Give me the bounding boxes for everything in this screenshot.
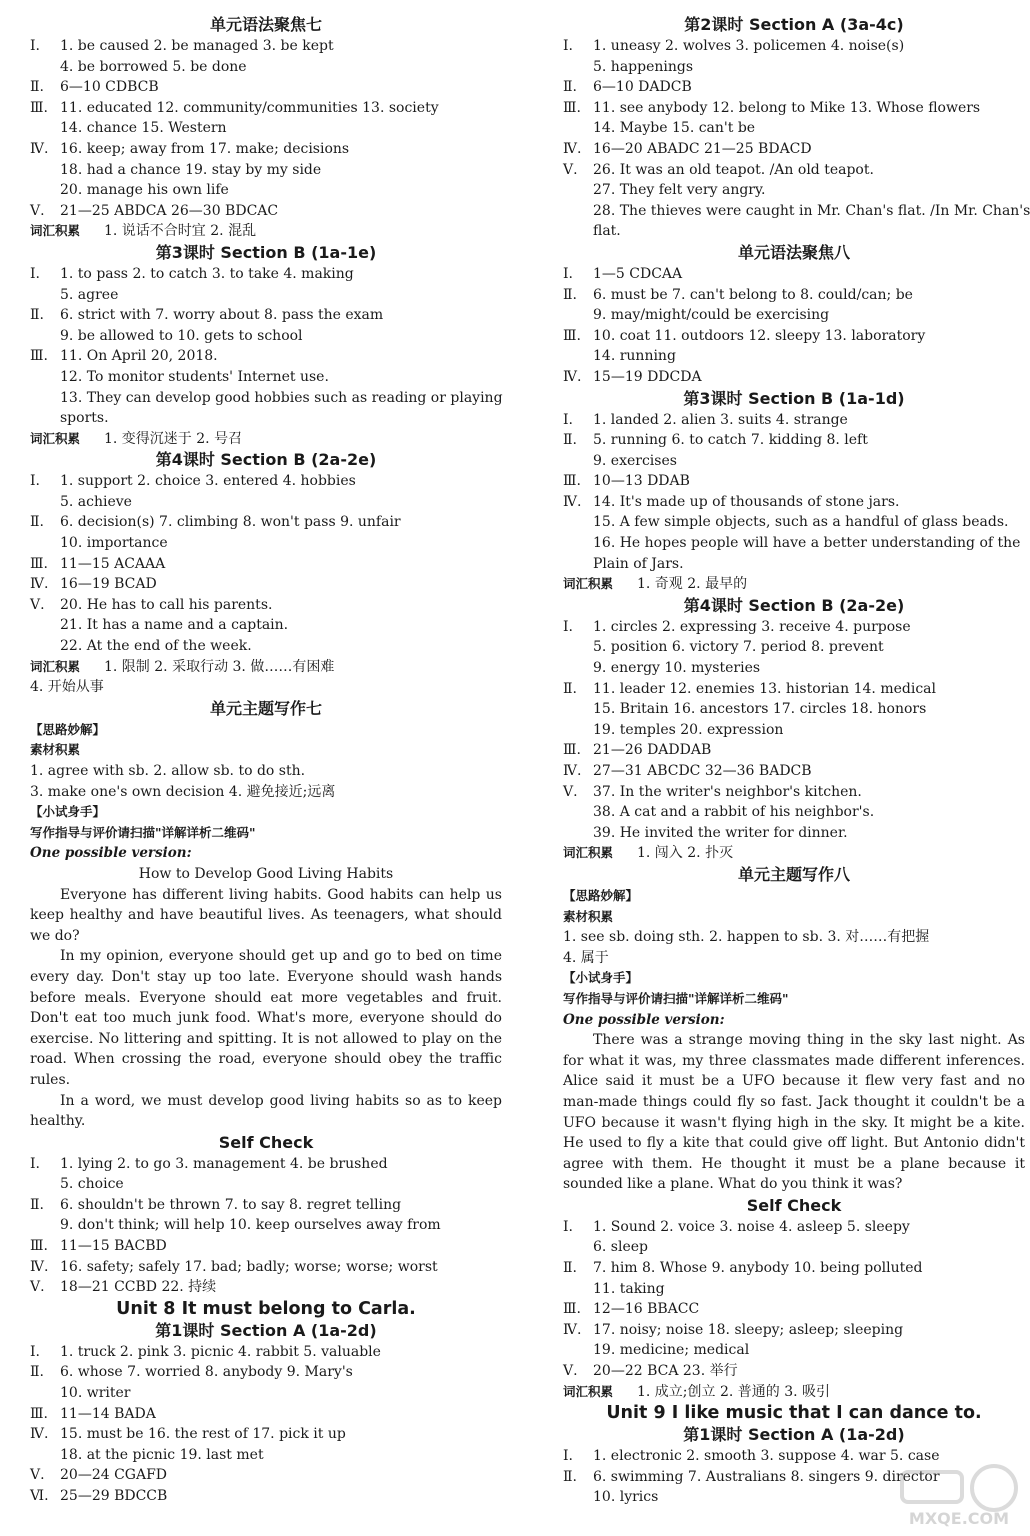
roman-numeral-label: Ⅱ. [563,1468,577,1485]
answer-text: 12—16 BBACC [593,1301,700,1318]
roman-numeral-label: Ⅴ. [30,202,45,219]
answer-text: 10—13 DDAB [593,473,690,490]
roman-numeral-label: Ⅰ. [30,38,40,54]
answer-text: 5. happenings [593,58,694,75]
answer-line [563,1340,1025,1361]
answer-text: 14. Maybe 15. can't be [593,120,756,137]
answer-line [30,201,502,222]
answer-text: 11. see anybody 12. belong to Mike 13. Whose flowers [593,99,981,116]
answer-text: 6. sleep [593,1239,649,1256]
answer-line [563,430,1025,451]
answer-line [563,1299,1025,1320]
roman-numeral-label: Ⅳ. [563,368,582,385]
roman-numeral-label: Ⅳ. [30,1258,49,1275]
answer-line [563,637,1025,658]
roman-numeral-label: Ⅴ. [30,1279,45,1296]
answer-line [563,367,1025,388]
bold-label: 写作指导与评价请扫描"详解详析二维码" [30,824,256,840]
answer-line [30,471,502,492]
roman-numeral-label: Ⅴ. [563,161,578,178]
roman-numeral-label: Ⅱ. [563,79,577,96]
bold-label: 【小试身手】 [563,970,639,986]
answer-line [30,1362,502,1383]
roman-numeral-label: Ⅳ. [30,576,49,593]
section-heading: 单元语法聚焦八 [737,242,850,262]
answer-line [563,201,1030,222]
bold-label: 【思路妙解】 [563,887,639,903]
answer-line [563,221,1025,242]
section-heading: Self Check [746,1195,842,1215]
answer-line [563,1320,1025,1341]
unit-title: Unit 8 It must belong to Carla. [116,1298,416,1319]
answer-text: 18. at the picnic 19. last met [60,1446,264,1463]
vocab-text: 1. 说话不合时宜 2. 混乱 [104,223,257,240]
roman-numeral-label: Ⅲ. [30,1238,48,1255]
roman-numeral-label: Ⅰ. [30,265,40,282]
answer-text: 21—26 DADDAB [593,742,712,759]
answer-line [30,1424,502,1445]
answer-text: 15. A few simple objects, such as a handful of glass beads. [593,514,1009,531]
answer-text: 9. exercises [593,452,677,469]
version-label: One possible version: [563,1011,725,1028]
vocab-line [30,429,502,450]
roman-numeral-label: Ⅰ. [30,473,40,490]
answer-line [563,617,1025,638]
answer-line [30,326,502,347]
text-line: 4. 属于 [563,949,609,966]
bold-label: 素材积累 [563,908,614,924]
answer-text: sports. [60,410,109,427]
answer-line [30,57,502,78]
answer-line [30,305,502,326]
roman-numeral-label: Ⅱ. [30,1364,44,1381]
roman-numeral-label: Ⅰ. [563,1218,573,1235]
roman-numeral-label: Ⅴ. [563,1363,578,1380]
answer-text: 1. lying 2. to go 3. management 4. be brushed [60,1155,388,1172]
section-heading: 第3课时 Section B (1a-1d) [683,388,905,408]
answer-text: 1. support 2. choice 3. entered 4. hobbies [60,473,356,490]
unit-title: Unit 9 I like music that I can dance to. [606,1403,982,1424]
text-line: 1. agree with sb. 2. allow sb. to do sth. [30,763,306,779]
vocab-line [30,221,502,242]
text-line: 4. 开始从事 [30,679,104,696]
answer-text: 20—24 CGAFD [60,1467,168,1484]
roman-numeral-label: Ⅳ. [563,493,582,510]
answer-text: flat. [593,223,621,240]
answer-line [563,160,1025,181]
answer-text: 27. They felt very angry. [593,182,766,199]
answer-line [30,36,502,57]
vocab-label: 词汇积累 [30,430,81,446]
answer-text: 11—15 BACBD [60,1238,167,1255]
answer-text: 5. running 6. to catch 7. kidding 8. left [593,432,868,449]
roman-numeral-label: Ⅲ. [563,473,581,490]
answer-line [563,1217,1025,1238]
answer-text: 6. whose 7. worried 8. anybody 9. Mary's [60,1364,353,1381]
answer-line [30,1236,502,1257]
answer-line [563,410,1025,431]
answer-line [563,1237,1025,1258]
answer-text: 7. him 8. Whose 9. anybody 10. being polluted [593,1260,923,1277]
answer-line [30,1257,502,1278]
roman-numeral-label: Ⅰ. [30,1343,40,1360]
vocab-line [30,657,502,678]
essay-title: How to Develop Good Living Habits [138,865,394,882]
answer-line [30,1465,502,1486]
section-heading: 第2课时 Section A (3a-4c) [684,15,904,34]
answer-line [30,1404,502,1425]
answer-text: Plain of Jars. [593,555,684,572]
answer-line [563,679,1025,700]
answer-line [30,615,502,636]
answer-line [30,285,502,306]
answer-line [30,492,502,513]
answer-text: 9. energy 10. mysteries [593,660,761,677]
text-line: 1. see sb. doing sth. 2. happen to sb. 3. 对……有把握 [563,929,930,946]
answer-line [30,1383,502,1404]
roman-numeral-label: Ⅴ. [30,596,45,613]
answer-line [30,1195,502,1216]
answer-line [563,699,1025,720]
bold-label: 【思路妙解】 [30,721,106,737]
answer-line [30,554,502,575]
answer-text: 15. must be 16. the rest of 17. pick it up [60,1426,346,1443]
watermark-logo [894,1460,1024,1530]
answer-text: 5. choice [60,1176,124,1193]
vocab-text: 1. 变得沉迷于 2. 号召 [104,430,243,447]
roman-numeral-label: Ⅱ. [563,432,577,449]
roman-numeral-label: Ⅴ. [30,1467,45,1484]
answer-text: 9. don't think; will help 10. keep ourselves away from [60,1217,441,1234]
answer-text: 10. importance [60,535,168,552]
answer-line [30,388,502,409]
roman-numeral-label: Ⅲ. [563,1301,581,1318]
answer-text: 14. chance 15. Western [60,120,227,137]
answer-line [30,180,502,201]
answer-text: 11—15 ACAAA [60,555,166,572]
answer-line [30,1174,502,1195]
section-heading: 单元主题写作八 [737,864,850,884]
answer-line [30,1277,502,1298]
section-heading: 第4课时 Section B (2a-2e) [683,595,905,615]
answer-line [563,77,1025,98]
answer-text: 15—19 DDCDA [593,368,702,385]
vocab-label: 词汇积累 [30,223,81,239]
answer-text: 1. truck 2. pink 3. picnic 4. rabbit 5. valuable [60,1343,381,1360]
answer-text: 18—21 CCBD 22. 持续 [60,1279,217,1296]
answer-text: 1. to pass 2. to catch 3. to take 4. making [60,265,354,282]
answer-line [563,98,1025,119]
roman-numeral-label: Ⅳ. [563,1321,582,1338]
vocab-line [563,1382,1025,1403]
roman-numeral-label: Ⅲ. [30,555,48,572]
answer-line [30,118,502,139]
answer-line [563,118,1025,139]
answer-text: 6. must be 7. can't belong to 8. could/can; be [593,286,913,303]
answer-line [30,1445,502,1466]
answer-line [563,451,1025,472]
answer-text: 14. running [593,348,676,365]
version-label: One possible version: [30,845,192,862]
answer-text: 6. decision(s) 7. climbing 8. won't pass 9. unfair [60,514,401,531]
answer-text: 19. medicine; medical [593,1342,750,1359]
answer-text: 6. shouldn't be thrown 7. to say 8. regret telling [60,1196,402,1213]
answer-line [563,492,1025,513]
answer-text: 13. They can develop good hobbies such as reading or playing [60,389,503,406]
answer-line [30,346,502,367]
answer-text: 18. had a chance 19. stay by my side [60,161,322,178]
vocab-text: 1. 奇观 2. 最早的 [637,576,748,593]
answer-line [30,139,502,160]
vocab-label: 词汇积累 [563,845,614,861]
vocab-label: 词汇积累 [30,658,81,674]
section-heading: 第4课时 Section B (2a-2e) [155,450,377,470]
section-heading: 第1课时 Section A (1a-2d) [155,1320,377,1340]
text-line: 3. make one's own decision 4. 避免接近;远离 [30,783,336,800]
answer-text: 6. strict with 7. worry about 8. pass the exam [60,307,384,324]
roman-numeral-label: Ⅱ. [30,514,44,531]
answer-line [30,160,502,181]
answer-text: 10. coat 11. outdoors 12. sleepy 13. laboratory [593,327,926,344]
answer-text: 10. writer [60,1385,131,1402]
roman-numeral-label: Ⅱ. [563,1260,577,1277]
answer-line [30,1154,502,1175]
roman-numeral-label: Ⅳ. [30,1426,49,1443]
answer-text: 15. Britain 16. ancestors 17. circles 18. honors [593,701,927,718]
answer-line [563,285,1025,306]
answer-text: 22. At the end of the week. [60,638,252,655]
answer-line [563,36,1025,57]
answer-line [30,408,502,429]
answer-text: 1—5 CDCAA [593,265,683,282]
answer-text: 26. It was an old teapot. /An old teapot. [593,161,874,178]
vocab-text: 1. 限制 2. 采取行动 3. 做……有困难 [104,658,335,675]
answer-line [563,740,1025,761]
answer-line [563,761,1025,782]
answer-text: 11—14 BADA [60,1405,156,1422]
bold-label: 素材积累 [30,742,81,758]
answer-line [30,1215,502,1236]
answer-text: 9. may/might/could be exercising [593,307,830,324]
answer-text: 1. Sound 2. voice 3. noise 4. asleep 5. sleepy [593,1218,910,1235]
answer-line [563,346,1025,367]
answer-line [563,57,1025,78]
roman-numeral-label: Ⅱ. [30,307,44,324]
answer-text: 6—10 CDBCB [60,79,159,96]
roman-numeral-label: Ⅰ. [30,1155,40,1172]
roman-numeral-label: Ⅵ. [30,1488,49,1504]
answer-text: 1. be caused 2. be managed 3. be kept [60,38,334,54]
vocab-line [563,574,1025,595]
answer-line [563,782,1025,803]
answer-line [30,595,502,616]
answer-text: 17. noisy; noise 18. sleepy; asleep; sleeping [593,1321,904,1338]
answer-line [563,326,1025,347]
answer-line [30,533,502,554]
essay-paragraph: In a word, we must develop good living habits so as to keep healthy. [30,1092,502,1130]
answer-text: 20. manage his own life [60,182,229,199]
vocab-text: 1. 闯入 2. 扑灭 [637,845,734,862]
bold-label: 写作指导与评价请扫描"详解详析二维码" [563,990,789,1006]
section-heading: 第1课时 Section A (1a-2d) [683,1425,905,1445]
answer-text: 1. landed 2. alien 3. suits 4. strange [593,411,848,428]
roman-numeral-label: Ⅱ. [563,680,577,697]
answer-text: 37. In the writer's neighbor's kitchen. [593,783,862,800]
answer-line [563,1258,1025,1279]
roman-numeral-label: Ⅰ. [563,265,573,282]
answer-text: 14. It's made up of thousands of stone jars. [593,493,900,510]
answer-text: 38. A cat and a rabbit of his neighbor's. [593,804,875,821]
answer-line [30,98,502,119]
roman-numeral-label: Ⅲ. [30,99,48,116]
answer-line [30,264,502,285]
answer-line [563,554,1025,575]
roman-numeral-label: Ⅰ. [563,618,573,635]
vocab-line [563,843,1025,864]
roman-numeral-label: Ⅰ. [563,1448,573,1465]
roman-numeral-label: Ⅴ. [563,783,578,800]
answer-line [30,512,502,533]
answer-text: 11. On April 20, 2018. [60,348,218,365]
answer-text: 16—20 ABADC 21—25 BDACD [593,140,812,157]
answer-text: 19. temples 20. expression [593,721,784,738]
answer-text: 12. To monitor students' Internet use. [60,368,329,385]
answer-text: 21—25 ABDCA 26—30 BDCAC [60,202,279,219]
right-column [563,14,1030,1508]
vocab-label: 词汇积累 [563,1383,614,1399]
answer-text: 25—29 BDCCB [60,1488,168,1504]
answer-line [30,367,502,388]
roman-numeral-label: Ⅲ. [30,1405,48,1422]
answer-text: 11. taking [593,1280,665,1297]
answer-line [30,636,502,657]
roman-numeral-label: Ⅲ. [563,327,581,344]
answer-text: 4. be borrowed 5. be done [60,58,247,75]
answer-text: 28. The thieves were caught in Mr. Chan's flat. /In Mr. Chan's [593,202,1030,219]
answer-text: 5. agree [60,286,119,303]
bold-label: 【小试身手】 [30,804,106,820]
answer-line [563,139,1025,160]
vocab-label: 词汇积累 [563,576,614,592]
essay-paragraph: In my opinion, everyone should get up and go to bed on time every day. Don't stay up too late. Everyone should wash hands before meals. Everyone should eat more vegetables and fruit. Don't eat too much junk food. What's more, everyone should do exercise. No littering and spitting. It is not allowed to play on the road. When crossing the road, everyone should obey the traffic rules. [30,948,502,1088]
answer-line [30,1342,502,1363]
answer-text: 10. lyrics [593,1489,659,1506]
roman-numeral-label: Ⅳ. [563,140,582,157]
essay-paragraph: There was a strange moving thing in the sky last night. As for what it was, my three classmates made different inferences. Alice said it must be a UFO because it flew very fast and no man-made things could fly so fast. Jack thought it couldn't be a UFO because it wasn't flying high in the sky. It might be a kite. He used to fly a kite that could give off light. But Antonio didn't agree with them. He thought it must be a plane because it sounded like a plane. What do you think it was? [563,1032,1025,1193]
section-heading: 第3课时 Section B (1a-1e) [155,242,377,262]
answer-text: 1. electronic 2. smooth 3. suppose 4. war 5. case [593,1448,940,1465]
answer-line [563,720,1025,741]
answer-text: 27—31 ABCDC 32—36 BADCB [593,763,812,779]
answer-text: 16—19 BCAD [60,576,157,593]
answer-text: 5. achieve [60,493,132,510]
answer-line [563,180,1025,201]
answer-text: 1. uneasy 2. wolves 3. policemen 4. noise(s) [593,38,905,54]
answer-text: 16. He hopes people will have a better understanding of the [593,535,1021,552]
answer-line [563,264,1025,285]
answer-line [563,658,1025,679]
answer-text: 39. He invited the writer for dinner. [593,824,848,841]
answer-text: 5. position 6. victory 7. period 8. prevent [593,639,884,656]
vocab-text: 1. 成立;创立 2. 普通的 3. 吸引 [637,1383,831,1400]
section-heading: 单元语法聚焦七 [209,15,322,34]
roman-numeral-label: Ⅲ. [563,99,581,116]
answer-line [563,305,1025,326]
section-heading: Self Check [218,1132,314,1152]
section-heading: 单元主题写作七 [209,698,322,718]
roman-numeral-label: Ⅰ. [563,38,573,54]
roman-numeral-label: Ⅱ. [30,79,44,96]
answer-text: 16. keep; away from 17. make; decisions [60,140,350,157]
answer-text: 6. swimming 7. Australians 8. singers 9. director [593,1468,940,1485]
roman-numeral-label: Ⅲ. [563,742,581,759]
roman-numeral-label: Ⅰ. [563,411,573,428]
answer-text: 11. leader 12. enemies 13. historian 14. medical [593,680,936,697]
answer-text: 6—10 DADCB [593,79,692,96]
roman-numeral-label: Ⅱ. [563,286,577,303]
answer-text: 9. be allowed to 10. gets to school [60,327,303,344]
answer-line [30,1486,502,1507]
roman-numeral-label: Ⅲ. [30,348,48,365]
answer-line [563,512,1025,533]
roman-numeral-label: Ⅱ. [30,1196,44,1213]
answer-text: 11. educated 12. community/communities 13. society [60,99,439,116]
answer-text: 21. It has a name and a captain. [60,617,289,634]
answer-text: 20—22 BCA 23. 举行 [593,1363,738,1380]
answer-text: 1. circles 2. expressing 3. receive 4. purpose [593,618,911,635]
answer-line [30,574,502,595]
answer-line [563,823,1025,844]
roman-numeral-label: Ⅳ. [30,140,49,157]
answer-text: 16. safety; safely 17. bad; badly; worse; worse; worst [60,1258,438,1275]
essay-paragraph: Everyone has different living habits. Good habits can help us keep healthy and have beautiful lives. As teenagers, what should we do? [30,886,502,944]
answer-line [563,802,1025,823]
watermark-text: MXQE.COM [908,1509,1010,1528]
answer-line [563,1279,1025,1300]
answer-line [563,1361,1025,1382]
answer-line [30,77,502,98]
answer-line [563,533,1025,554]
roman-numeral-label: Ⅳ. [563,763,582,779]
answer-text: 20. He has to call his parents. [60,596,273,613]
answer-line [563,471,1025,492]
left-column [30,14,502,1507]
